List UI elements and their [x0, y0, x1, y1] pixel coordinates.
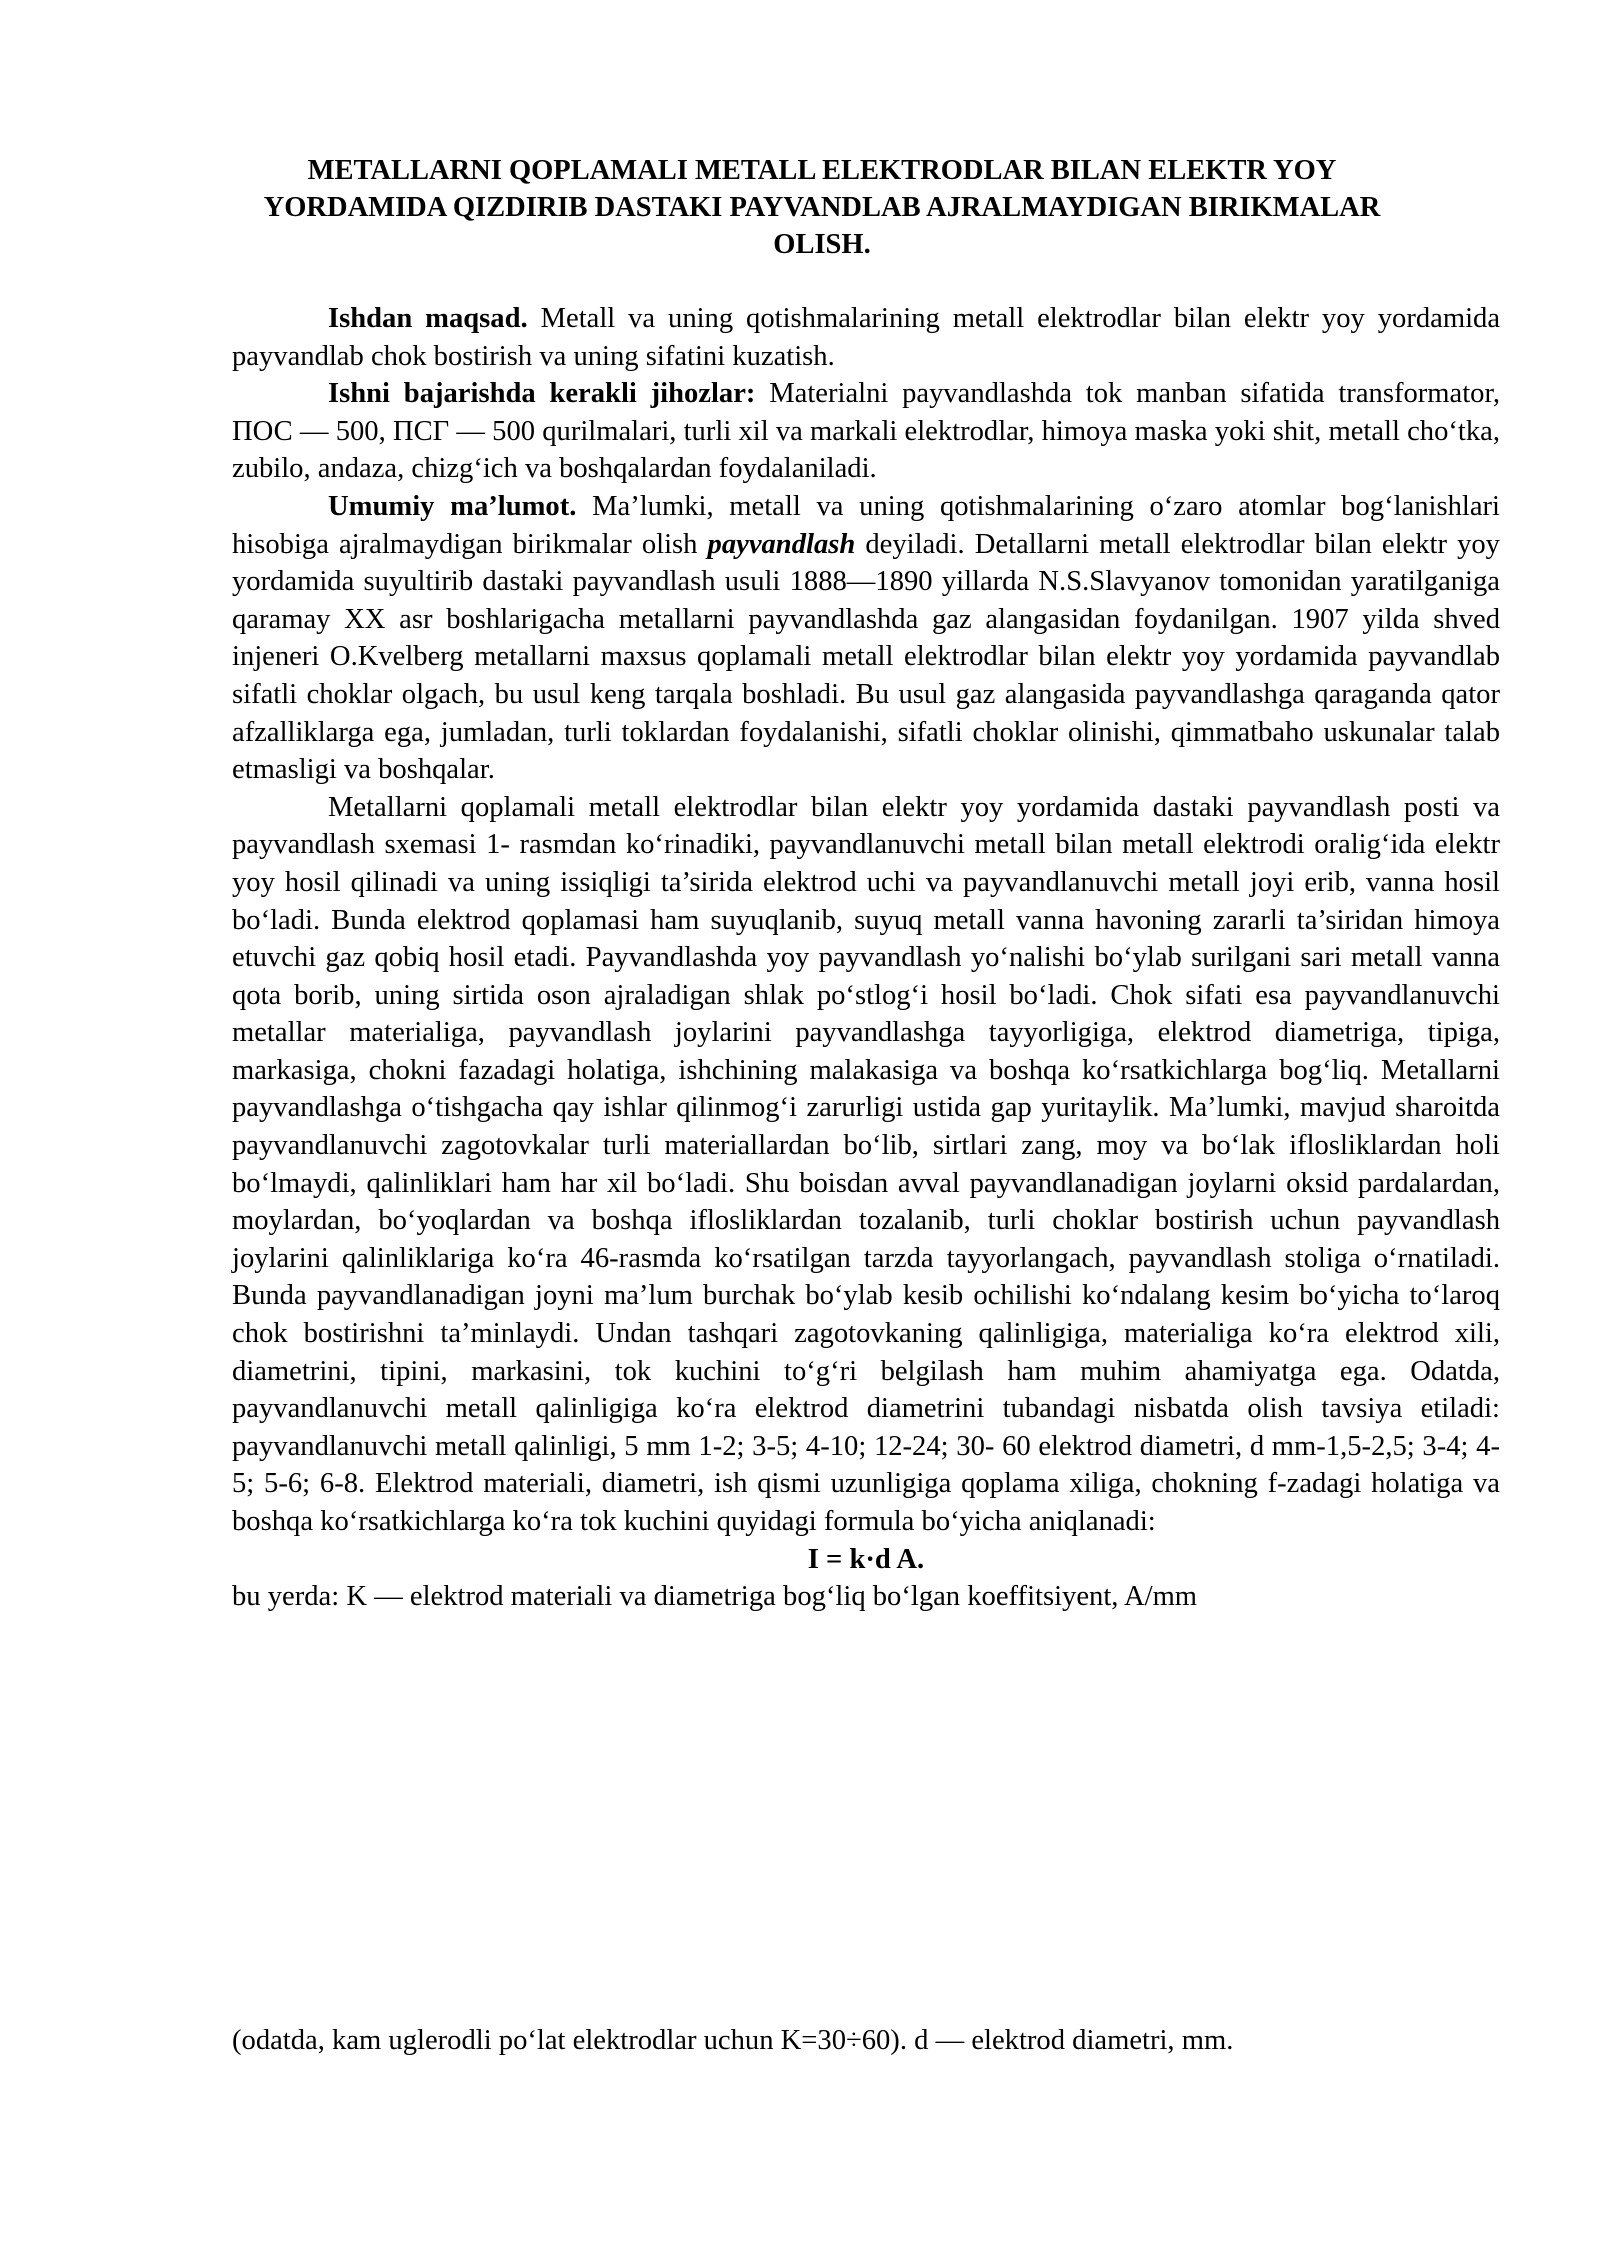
purpose-paragraph [232, 300, 1500, 375]
general-info-text-after: deyiladi. Detallarni metall elektrodlar bilan elektr yoy yordamida suyultirib dastaki payvandlash usuli 1888—1890 yillarda N.S.Slavyanov tomonidan yaratilganiga qaramay XX asr boshlarigacha metallarni payvandlashda gaz alangasidan foydanilgan. 1907 yilda shved injeneri O.Kvelberg metallarni maxsus qoplamali metall elektrodlar bilan elektr yoy yordamida payvandlab sifatli choklar olgach, bu usul keng tarqala boshladi. Bu usul gaz alangasida payvandlashga qaraganda qator afzalliklarga ega, jumladan, turli toklardan foydalanishi, sifatli choklar olinishi, qimmatbaho uskunalar talab etmasligi va boshqalar. [232, 528, 1500, 786]
footer-note: (odatda, kam uglerodli po‘lat elektrodlar uchun K=30÷60). d — elektrod diametri, mm. [232, 2025, 1234, 2056]
general-info-text-before: Ma’lumki, metall va uning qotishmalarining o‘zaro atomlar bog‘lanishlari hisobiga ajralmaydigan birikmalar olish [232, 490, 1500, 560]
document-title: METALLARNI QOPLAMALI METALL ELEKTRODLAR BILAN ELEKTR YOY YORDAMIDA QIZDIRIB DASTAKI PAYVANDLAB AJRALMAYDIGAN BIRIKMALAR OLISH. [263, 155, 1381, 260]
main-paragraph: Metallarni qoplamali metall elektrodlar bilan elektr yoy yordamida dastaki payvandlash posti va payvandlash sxemasi 1- rasmdan ko‘rinadiki, payvandlanuvchi metall bilan metall elektrodi oralig‘ida elektr yoy hosil qilinadi va uning issiqligi ta’sirida elektrod uchi va payvandlanuvchi metall joyi erib, vanna hosil bo‘ladi. Bunda elektrod qoplamasi ham suyuqlanib, suyuq metall vanna havoning zararli ta’siridan himoya etuvchi gaz qobiq hosil etadi. Payvandlashda yoy payvandlash yo‘nalishi bo‘ylab surilgani sari metall vanna qota borib, uning sirtida oson ajraladigan shlak po‘stlog‘i hosil bo‘ladi. Chok sifati esa payvandlanuvchi metallar materialiga, payvandlash joylarini payvandlashga tayyorligiga, elektrod diametriga, tipiga, markasiga, chokni fazadagi holatiga, ishchining malakasiga va boshqa ko‘rsatkichlarga bog‘liq. Metallarni payvandlashga o‘tishgacha qay ishlar qilinmog‘i zarurligi ustida gap yuritaylik. Ma’lumki, mavjud sharoitda payvandlanuvchi zagotovkalar turli materiallardan bo‘lib, sirtlari zang, moy va bo‘lak iflosliklardan holi bo‘lmaydi, qalinliklari ham har xil bo‘ladi. Shu boisdan avval payvandlanadigan joylarni oksid pardalardan, moylardan, bo‘yoqlardan va boshqa iflosliklardan tozalanib, turli choklar bostirish uchun payvandlash joylarini qalinliklariga ko‘ra 46-rasmda ko‘rsatilgan tarzda tayyorlangach, payvandlash stoliga o‘rnatiladi. Bunda payvandlanadigan joyni ma’lum burchak bo‘ylab kesib ochilishi ko‘ndalang kesim bo‘yicha to‘laroq chok bostirishni ta’minlaydi. Undan tashqari zagotovkaning qalinligiga, materialiga ko‘ra elektrod xili, diametrini, tipini, markasini, tok kuchini to‘g‘ri belgilash ham muhim ahamiyatga ega. Odatda, payvandlanuvchi metall qalinligiga ko‘ra elektrod diametrini tubandagi nisbatda olish tavsiya etiladi: payvandlanuvchi metall qalinligi, 5 mm 1-2; 3-5; 4-10; 12-24; 30- 60 elektrod diametri, d mm-1,5-2,5; 3-4; 4-5; 5-6; 6-8. Elektrod materiali, diametri, ish qismi uzunligiga qoplama xiliga, chokning f-zadagi holatiga va boshqa ko‘rsatkichlarga ko‘ra tok kuchini quyidagi formula bo‘yicha aniqlanadi: [232, 791, 1500, 1537]
general-info-label: Umumiy ma’lumot. [328, 490, 577, 522]
equipment-paragraph [232, 375, 1500, 488]
general-info-paragraph [232, 488, 1500, 789]
formula-explanation: bu yerda: K — elektrod materiali va diametriga bog‘liq bo‘lgan koeffitsiyent, A/mm [232, 1581, 1198, 1613]
document-body [232, 300, 1500, 1616]
purpose-text: Metall va uning qotishmalarining metall elektrodlar bilan elektr yoy yordamida payvandlab chok bostirish va uning sifatini kuzatish. [232, 303, 1501, 372]
equipment-text: Materialni payvandlashda tok manban sifatida transformator, ПОС — 500, ПСГ — 500 qurilmalari, turli xil va markali elektrodlar, himoya maska yoki shit, metall cho‘tka, zubilo, andaza, chizg‘ich va boshqalardan foydalaniladi. [232, 378, 1500, 485]
equipment-label: Ishni bajarishda kerakli jihozlar: [328, 378, 756, 410]
purpose-label: Ishdan maqsad. [328, 303, 528, 334]
current-formula: I = k·d A. [807, 1543, 925, 1575]
welding-term: payvandlash [707, 528, 856, 560]
